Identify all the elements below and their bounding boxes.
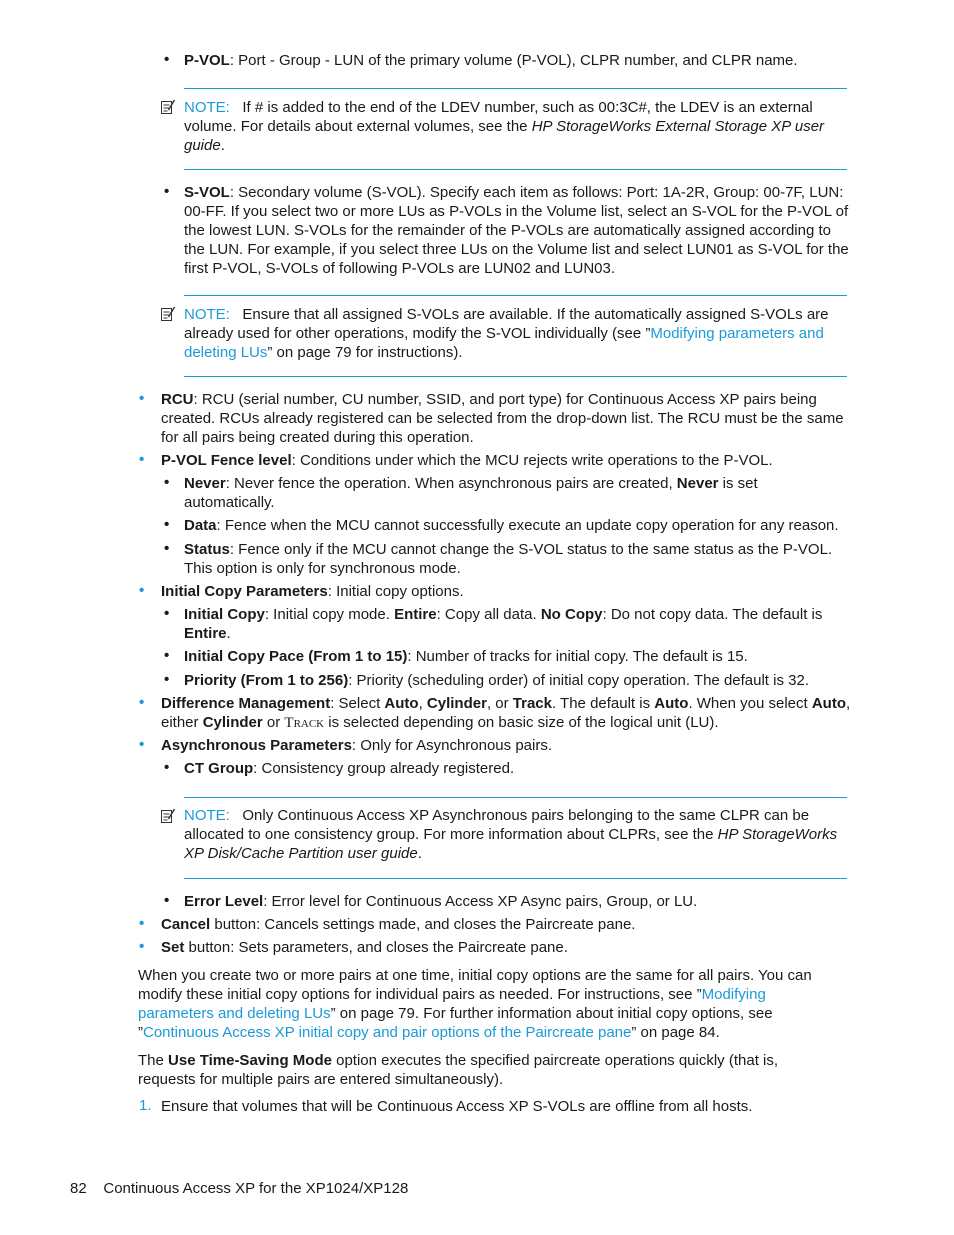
note-icon (160, 808, 176, 824)
bullet: • (139, 915, 145, 932)
bullet: • (139, 694, 145, 711)
diff-term: Difference Management (161, 695, 331, 712)
paragraph-initial-copy (138, 966, 838, 1042)
step-number: 1. (139, 1097, 152, 1114)
paragraph-time-saving (138, 1051, 838, 1089)
diff-item (161, 694, 851, 733)
diff-text-end: is selected depending on basic size of the logical unit (LU). (324, 714, 719, 731)
icopy-text-3: : Do not copy data. The default is (602, 606, 823, 623)
note-label: NOTE: (184, 807, 230, 824)
data-item (184, 516, 849, 535)
never-item (184, 474, 849, 512)
pace-term: Initial Copy Pace (From 1 to 15) (184, 648, 408, 665)
svol-term: S-VOL (184, 184, 230, 201)
rcu-text: : RCU (serial number, CU number, SSID, and port type) for Continuous Access XP pairs being created. RCUs already registered can be selected from the drop-down list. The RCU must be the same for all pairs being created during this operation. (161, 391, 844, 446)
note-2 (184, 305, 849, 362)
icopy-term-4: Entire (184, 625, 227, 642)
bullet: • (164, 51, 170, 68)
diff-sep: , (418, 695, 427, 712)
cancel-term: Cancel (161, 916, 211, 933)
fence-text: : Conditions under which the MCU rejects write operations to the P-VOL. (291, 452, 773, 469)
page-footer (70, 1180, 408, 1197)
diff-track: Track (512, 695, 552, 712)
pvol-item (184, 51, 849, 70)
bullet: • (164, 892, 170, 909)
note-icon (160, 99, 176, 115)
para-text-2: ” on page 79. For further information about initial copy options, see ” (138, 1005, 773, 1041)
data-term: Data (184, 517, 217, 534)
diff-text-2: . The default is (551, 695, 655, 712)
data-text: : Fence when the MCU cannot successfully execute an update copy operation for any reason. (216, 517, 839, 534)
footer-title: Continuous Access XP for the XP1024/XP128 (103, 1180, 409, 1197)
errlvl-text: : Error level for Continuous Access XP Async pairs, Group, or LU. (263, 893, 698, 910)
never-term: Never (184, 475, 226, 492)
icopy-text-2: : Copy all data. (436, 606, 541, 623)
async-item (161, 736, 851, 755)
icp-item (161, 582, 851, 601)
priority-term: Priority (From 1 to 256) (184, 672, 349, 689)
set-text: button: Sets parameters, and closes the Paircreate pane. (184, 939, 568, 956)
status-text: : Fence only if the MCU cannot change the S-VOL status to the same status as the P-VOL. This option is only for synchronous mode. (184, 541, 833, 577)
link-modifying-parameters[interactable]: Modifying parameters and deleting LUs (184, 325, 824, 361)
note-text-end: ” on page 79 for instructions). (267, 344, 463, 361)
async-text: : Only for Asynchronous pairs. (351, 737, 552, 754)
diff-text: : Select (330, 695, 385, 712)
para-text-end: ” on page 84. (631, 1024, 720, 1041)
time-saving-term: Use Time-Saving Mode (168, 1052, 332, 1069)
page-number: 82 (70, 1180, 87, 1197)
note-rule-bottom (184, 169, 847, 170)
para-text: The (138, 1052, 169, 1069)
note-rule-top (184, 295, 847, 296)
bullet: • (164, 516, 170, 533)
diff-text-4: , either (161, 695, 851, 731)
diff-text-3: . When you select (688, 695, 812, 712)
bullet: • (164, 605, 170, 622)
diff-sep: , or (486, 695, 513, 712)
error-level-item (184, 892, 849, 911)
never-text: : Never fence the operation. When asynchronous pairs are created, (225, 475, 677, 492)
note-rule-top (184, 88, 847, 89)
note-rule-bottom (184, 376, 847, 377)
icopy-text: : Initial copy mode. (264, 606, 395, 623)
errlvl-term: Error Level (184, 893, 264, 910)
ctg-term: CT Group (184, 760, 254, 777)
diff-auto-2: Auto (654, 695, 689, 712)
note-1 (184, 98, 849, 155)
note-rule-top (184, 797, 847, 798)
fence-term: P-VOL Fence level (161, 452, 292, 469)
ct-group-item (184, 759, 849, 778)
para-text: When you create two or more pairs at one time, initial copy options are the same for all pairs. You can modify these initial copy options for individual pairs as needed. For instructions, see ” (138, 967, 812, 1003)
svol-text: : Secondary volume (S-VOL). Specify each item as follows: Port: 1A-2R, Group: 00-7F, LUN: 00-FF. If you select two or more LUs as P-VOLs in the Volume list, select an S-VOL for the P-VOL of the lowest LUN. S-VOLs for the remainder of the P-VOLs are automatically assigned according to the LUN. For example, if you select three LUs on the Volume list and select LUN01 as S-VOL for the first P-VOL, S-VOLs of following P-VOLs are LUN02 and LUN03. (184, 184, 849, 277)
diff-cylinder: Cylinder (426, 695, 487, 712)
icp-term: Initial Copy Parameters (161, 583, 328, 600)
note-label: NOTE: (184, 306, 230, 323)
fence-item (161, 451, 851, 470)
note-3 (184, 806, 849, 863)
bullet: • (164, 540, 170, 557)
guide-title: HP StorageWorks External Storage XP user guide (184, 118, 825, 154)
priority-item (184, 671, 849, 690)
note-rule-bottom (184, 878, 847, 879)
pace-item (184, 647, 849, 666)
pvol-text: : Port - Group - LUN of the primary volume (P-VOL), CLPR number, and CLPR name. (229, 52, 798, 69)
diff-track-smallcaps: Track (284, 715, 325, 731)
para-text-end: option executes the specified paircreate operations quickly (that is, requests for multiple pairs are entered simultaneously). (138, 1052, 779, 1088)
icopy-term: Initial Copy (184, 606, 265, 623)
note-label: NOTE: (184, 99, 230, 116)
cancel-text: button: Cancels settings made, and closes the Paircreate pane. (210, 916, 636, 933)
note-text: Only Continuous Access XP Asynchronous pairs belonging to the same CLPR can be allocated to one consistency group. For more information about CLPRs, see the (184, 807, 810, 843)
set-term: Set (161, 939, 185, 956)
note-text: Ensure that all assigned S-VOLs are available. If the automatically assigned S-VOLs are already used for other operations, modify the S-VOL individually (see ” (184, 306, 829, 342)
note-text-end: . (220, 137, 225, 154)
pace-text: : Number of tracks for initial copy. The default is 15. (407, 648, 748, 665)
guide-title: HP StorageWorks XP Disk/Cache Partition user guide (184, 826, 838, 862)
link-initial-copy-options[interactable]: Continuous Access XP initial copy and pair options of the Paircreate pane (143, 1024, 632, 1041)
step-1: Ensure that volumes that will be Continuous Access XP S-VOLs are offline from all hosts. (161, 1098, 753, 1115)
bullet: • (139, 582, 145, 599)
svol-item (184, 183, 849, 278)
status-term: Status (184, 541, 230, 558)
icopy-term-2: Entire (394, 606, 437, 623)
diff-cylinder-2: Cylinder (202, 714, 263, 731)
rcu-term: RCU (161, 391, 194, 408)
icp-text: : Initial copy options. (327, 583, 464, 600)
bullet: • (164, 647, 170, 664)
ctg-text: : Consistency group already registered. (253, 760, 515, 777)
bullet: • (139, 736, 145, 753)
pvol-term: P-VOL (184, 52, 230, 69)
never-term-2: Never (676, 475, 719, 492)
link-modifying-parameters[interactable]: Modifying parameters and deleting LUs (138, 986, 766, 1022)
diff-auto: Auto (384, 695, 419, 712)
priority-text: : Priority (scheduling order) of initial copy operation. The default is 32. (348, 672, 809, 689)
rcu-item (161, 390, 851, 447)
bullet: • (164, 183, 170, 200)
note-text-end: . (417, 845, 422, 862)
icopy-text-end: . (226, 625, 231, 642)
icopy-term-3: No Copy (540, 606, 603, 623)
diff-or: or (262, 714, 285, 731)
note-icon (160, 306, 176, 322)
async-term: Asynchronous Parameters (161, 737, 352, 754)
bullet: • (139, 938, 145, 955)
bullet: • (139, 451, 145, 468)
cancel-item (161, 915, 851, 934)
note-text: If # is added to the end of the LDEV number, such as 00:3C#, the LDEV is an external volume. For details about external volumes, see the (184, 99, 813, 135)
initial-copy-item (184, 605, 849, 643)
diff-auto-3: Auto (811, 695, 846, 712)
never-text-end: is set automatically. (184, 475, 758, 511)
bullet: • (139, 390, 145, 407)
bullet: • (164, 474, 170, 491)
bullet: • (164, 671, 170, 688)
bullet: • (164, 759, 170, 776)
set-item (161, 938, 851, 957)
status-item (184, 540, 849, 578)
